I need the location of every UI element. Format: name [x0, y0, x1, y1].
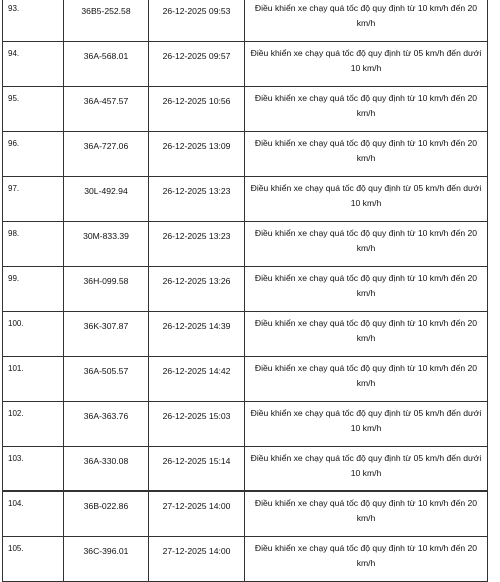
violation-description: Điều khiển xe chạy quá tốc độ quy định từ 05 km/h đến dưới 10 km/h — [245, 42, 488, 87]
row-number: 101. — [3, 357, 64, 402]
row-number: 104. — [3, 492, 64, 537]
violation-description: Điều khiển xe chạy quá tốc độ quy định từ 05 km/h đến dưới 10 km/h — [245, 177, 488, 222]
violation-description: Điều khiển xe chạy quá tốc độ quy định từ 10 km/h đến 20 km/h — [245, 132, 488, 177]
violation-description: Điều khiển xe chạy quá tốc độ quy định từ 10 km/h đến 20 km/h — [245, 312, 488, 357]
violations-table — [2, 0, 488, 582]
license-plate: 36A-727.06 — [64, 132, 149, 177]
license-plate: 36C-396.01 — [64, 537, 149, 582]
row-number: 95. — [3, 87, 64, 132]
table-bottom-divider — [2, 490, 488, 491]
table-row — [3, 132, 488, 177]
license-plate: 36A-457.57 — [64, 87, 149, 132]
license-plate: 36B-022.86 — [64, 492, 149, 537]
table-row — [3, 177, 488, 222]
violation-time: 26-12-2025 13:26 — [149, 267, 245, 312]
table-row — [3, 537, 488, 582]
violation-description: Điều khiển xe chạy quá tốc độ quy định từ 10 km/h đến 20 km/h — [245, 267, 488, 312]
violation-time: 26-12-2025 13:23 — [149, 222, 245, 267]
violation-description: Điều khiển xe chạy quá tốc độ quy định từ 10 km/h đến 20 km/h — [245, 492, 488, 537]
table-row — [3, 87, 488, 132]
table-row — [3, 42, 488, 87]
row-number: 94. — [3, 42, 64, 87]
violation-time: 27-12-2025 14:00 — [149, 537, 245, 582]
row-number: 105. — [3, 537, 64, 582]
violation-time: 26-12-2025 13:09 — [149, 132, 245, 177]
license-plate: 36A-568.01 — [64, 42, 149, 87]
violation-time: 26-12-2025 15:03 — [149, 402, 245, 447]
license-plate: 30M-833.39 — [64, 222, 149, 267]
table-row — [3, 402, 488, 447]
table-row — [3, 0, 488, 42]
license-plate: 36K-307.87 — [64, 312, 149, 357]
table-row — [3, 357, 488, 402]
row-number: 99. — [3, 267, 64, 312]
violation-description: Điều khiển xe chạy quá tốc độ quy định từ 10 km/h đến 20 km/h — [245, 537, 488, 582]
license-plate: 36B5-252.58 — [64, 0, 149, 42]
violation-time: 26-12-2025 15:14 — [149, 447, 245, 492]
violation-time: 26-12-2025 14:39 — [149, 312, 245, 357]
violation-description: Điều khiển xe chạy quá tốc độ quy định từ 05 km/h đến dưới 10 km/h — [245, 447, 488, 492]
row-number: 97. — [3, 177, 64, 222]
violations-table-body — [3, 0, 488, 582]
violation-time: 27-12-2025 14:00 — [149, 492, 245, 537]
row-number: 103. — [3, 447, 64, 492]
license-plate: 30L-492.94 — [64, 177, 149, 222]
table-row — [3, 312, 488, 357]
violation-description: Điều khiển xe chạy quá tốc độ quy định từ 10 km/h đến 20 km/h — [245, 222, 488, 267]
violation-description: Điều khiển xe chạy quá tốc độ quy định từ 10 km/h đến 20 km/h — [245, 0, 488, 42]
row-number: 100. — [3, 312, 64, 357]
violation-time: 26-12-2025 09:53 — [149, 0, 245, 42]
license-plate: 36A-363.76 — [64, 402, 149, 447]
row-number: 93. — [3, 0, 64, 42]
violation-time: 26-12-2025 09:57 — [149, 42, 245, 87]
row-number: 96. — [3, 132, 64, 177]
violation-time: 26-12-2025 10:56 — [149, 87, 245, 132]
violation-description: Điều khiển xe chạy quá tốc độ quy định từ 10 km/h đến 20 km/h — [245, 357, 488, 402]
violation-time: 26-12-2025 14:42 — [149, 357, 245, 402]
table-row — [3, 492, 488, 537]
license-plate: 36H-099.58 — [64, 267, 149, 312]
violation-time: 26-12-2025 13:23 — [149, 177, 245, 222]
license-plate: 36A-330.08 — [64, 447, 149, 492]
table-row — [3, 267, 488, 312]
violation-description: Điều khiển xe chạy quá tốc độ quy định từ 10 km/h đến 20 km/h — [245, 87, 488, 132]
table-row — [3, 447, 488, 492]
row-number: 98. — [3, 222, 64, 267]
row-number: 102. — [3, 402, 64, 447]
table-row — [3, 222, 488, 267]
license-plate: 36A-505.57 — [64, 357, 149, 402]
violation-description: Điều khiển xe chạy quá tốc độ quy định từ 05 km/h đến dưới 10 km/h — [245, 402, 488, 447]
